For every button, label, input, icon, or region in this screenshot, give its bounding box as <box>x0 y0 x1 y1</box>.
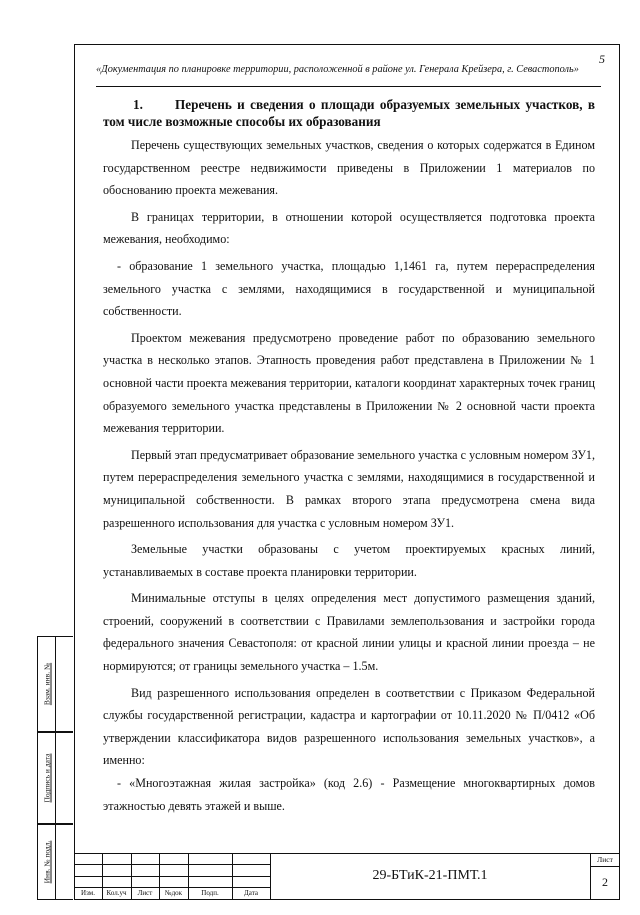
header-rule <box>96 86 601 87</box>
sheet-label: Лист <box>597 855 613 864</box>
document-header: «Документация по планировке территории, расположенной в районе ул. Генерала Крейзера, г. Севастополь» <box>96 64 579 75</box>
col-list: Лист <box>137 889 153 897</box>
paragraph: Минимальные отступы в целях определения мест допустимого размещения зданий, строений, сооружений в соответствии с Правилами землепользования и застройки города федерального значения Севастополя: от красной линии улицы и красной линии проезда – не нормируются; от границы земельного участка – 1.5м. <box>103 591 595 674</box>
side-stamp-inv-label: Инв. № подл. <box>42 840 51 884</box>
list-item: - образование 1 земельного участка, площадью 1,1461 га, путем перераспределения земельного участка с землями, находящимися в государственной и муниципальной собственности. <box>103 258 595 319</box>
side-stamp-podpis-label: Подпись и дата <box>42 753 51 803</box>
col-ndok: №док <box>164 889 183 897</box>
section-number: 1. <box>133 97 143 112</box>
paragraph: В границах территории, в отношении которой осуществляется подготовка проекта межевания, необходимо: <box>103 209 595 247</box>
col-izm: Изм. <box>81 889 95 897</box>
list-item: - «Многоэтажная жилая застройка» (код 2.6) - Размещение многоквартирных домов этажностью девять этажей и выше. <box>103 776 595 813</box>
col-data: Дата <box>244 889 258 897</box>
paragraph: Проектом межевания предусмотрено проведение работ по образованию земельного участка в несколько этапов. Этапность проведения работ представлена в Приложении № 1 основной части проекта межевания территории, каталоги координат характерных точек границ образуемого земельного участка представлены в Приложении № 2 основной части проекта межевания территории. <box>103 330 595 436</box>
side-stamp-podpis <box>37 732 73 824</box>
document-body <box>103 96 595 821</box>
side-stamp-vzam-label: Взам. инв. № <box>42 662 51 706</box>
col-podp: Подп. <box>201 889 219 897</box>
paragraph: Вид разрешенного использования определен в соответствии с Приказом Федеральной службы государственной регистрации, кадастра и картографии от 10.11.2020 № П/0412 «Об утверждении классификатора видов разрешенного использования земельных участков», а именно: <box>103 685 595 768</box>
section-title-text: Перечень и сведения о площади образуемых земельных участков, в том числе возможные способы их образования <box>103 97 595 129</box>
sheet-number: 2 <box>602 875 608 889</box>
paragraph: Первый этап предусматривает образование земельного участка с условным номером ЗУ1, путем перераспределения земельного участка с землями, находящимися в государственной и муниципальной собственности. В рамках второго этапа предусмотрена смена вида разрешенного использования для участка с условным номером ЗУ1. <box>103 447 595 530</box>
paragraph: Земельные участки образованы с учетом проектируемых красных линий, устанавливаемых в составе проекта планировки территории. <box>103 542 595 579</box>
page-number: 5 <box>599 52 605 66</box>
col-kol-uch: Кол.уч <box>106 889 127 897</box>
document-code: 29-БТиК-21-ПМТ.1 <box>372 868 488 883</box>
side-stamp-vzam <box>37 636 73 732</box>
section-title <box>103 96 595 130</box>
side-stamp-inv <box>37 824 73 900</box>
title-block <box>74 853 620 900</box>
paragraph: Перечень существующих земельных участков, сведения о которых содержатся в Едином государственном реестре недвижимости приведены в Приложении 1 материалов по обоснованию проекта межевания. <box>103 138 595 198</box>
